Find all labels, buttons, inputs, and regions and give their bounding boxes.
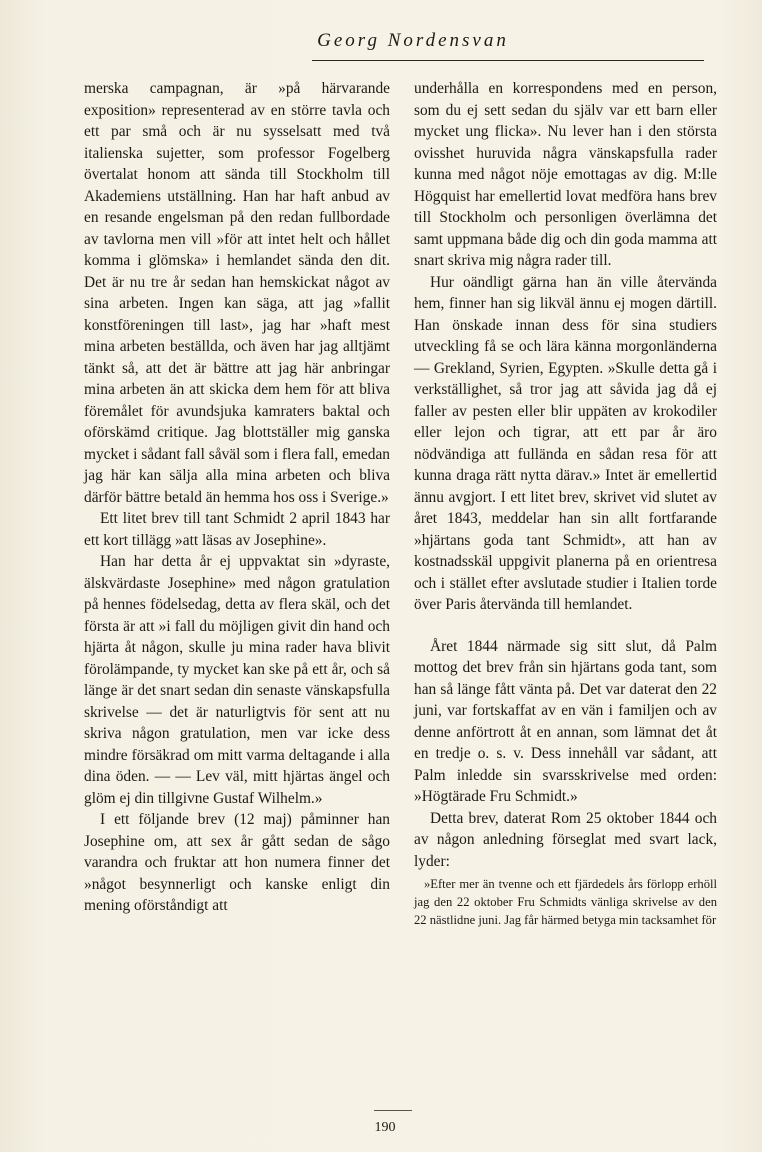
page-number: 190	[374, 1120, 396, 1135]
right-column	[414, 78, 717, 929]
left-paragraph-3: Han har detta år ej uppvaktat sin »dyraste, älskvärdaste Josephine» med någon gratulation på hennes födelsedag, detta av flera skäl, och det första är att »i fall du möjligen givit din hand och hjärta åt någon, skulle ju mina rader hava blivit förolämpande, ty mycket kan ske på ett år, och så länge är det snart sedan din senaste vänskapsfulla skrivelse — det är naturligtvis för sent att nu skriva någon gratulation, men var icke dess mindre försäkrad om mitt varma deltagande i alla dina öden. — — Lev väl, mitt hjärtas ängel och glöm ej din tillgivne Gustaf Wilhelm.»	[84, 553, 390, 807]
right-paragraph-3: Året 1844 närmade sig sitt slut, då Palm mottog det brev från sin hjärtans goda tant, som han så länge fått vänta på. Det var daterat den 22 juni, var fortskaffat av en vän i familjen och av denne anförtrott åt en annan, som lämnat det åt en tredje o. s. v. Dess innehåll var sådant, att Palm inledde sin svarsskrivelse med orden: »Högtärade Fru Schmidt.»	[414, 637, 717, 805]
letter-quote: »Efter mer än tvenne och ett fjärdedels års förlopp erhöll jag den 22 oktober Fru Schmidts vänliga skrivelse av den 22 nästlidne juni. Jag får härmed betyga min tacksamhet för	[414, 877, 717, 927]
right-paragraph-4: Detta brev, daterat Rom 25 oktober 1844 och av någon anledning förseglat med svart lack, lyder:	[414, 809, 717, 870]
header-rule	[312, 60, 704, 61]
footer-rule	[374, 1110, 412, 1111]
page-footer	[0, 1118, 762, 1136]
header-title: Georg Nordensvan	[317, 30, 509, 51]
left-paragraph-4: I ett följande brev (12 maj) påminner han Josephine om, att sex år gått sedan de sågo varandra och fruktar att hon numera finner det »något besynnerligt och kanske enligt din mening oförståndigt att	[84, 811, 390, 914]
right-paragraph-1: underhålla en korrespondens med en person, som du ej sett sedan du själv var ett barn eller mycket ung flicka». Nu lever han i den största ovisshet huruvida några vänskapsfulla rader kunna med något nöje emottagas av dig. M:lle Högquist har emellertid lovat medföra hans brev till Stockholm och personligen överlämna det samt uppmana både dig och din goda mamma att snart skriva mig några rader till.	[414, 80, 717, 269]
left-paragraph-1: merska campagnan, är »på härvarande exposition» representerad av en större tavla och ett par små och är nu sysselsatt med två italienska sujetter, som professor Fogelberg övertalat honom att sända till Stockholm till Akademiens utställning. Han har haft anbud av en resande engelsman på den redan fullbordade av tavlorna men vill »för att intet helt och hållet komma i glömska» i hemlandet sända den dit. Det är nu tre år sedan han hemskickat något av sina arbeten. Ingen kan säga, att jag »fallit konstföreningen till last», jag har »haft mest mina arbeten beställda, och även har jag alltjämt tänkt så, att det är bättre att jag här anbringar mina arbeten än att skicka dem hem för att bliva föremålet för avundsjuka kamraters baktal och oförskämd critique. Jag blottställer mig ganska mycket i sådant fall såväl som i flera fall, emedan jag här kan sälja alla mina arbeten och bliva därför bättre betald än hemma hos oss i Sverige.»	[84, 80, 390, 506]
running-header	[0, 30, 762, 52]
left-paragraph-2: Ett litet brev till tant Schmidt 2 april 1843 har ett kort tillägg »att läsas av Josephine».	[84, 510, 390, 549]
left-column	[84, 78, 390, 917]
right-paragraph-2: Hur oändligt gärna han än ville återvända hem, finner han sig likväl ännu ej mogen därtill. Han önskade innan dess för sina studiers utveckling få se och lära känna morgonländerna — Grekland, Syrien, Egypten. »Skulle detta gå i verkställighet, så tror jag att såvida jag då ej faller av pesten eller blir uppäten av krokodiler eller lejon och tigrar, att ett par år äro nödvändiga att fullända en sådan resa för att kunna draga rätt nytta därav.» Intet är emellertid ännu avgjort. I ett litet brev, skrivet vid slutet av året 1843, meddelar han sin allt fortfarande »hjärtans goda tant Schmidt», att han av kostnadsskäl uppgivit planerna på en orientresa och i stället efter avslutade studier i Italien torde över Paris återvända till hemlandet.	[414, 273, 717, 613]
